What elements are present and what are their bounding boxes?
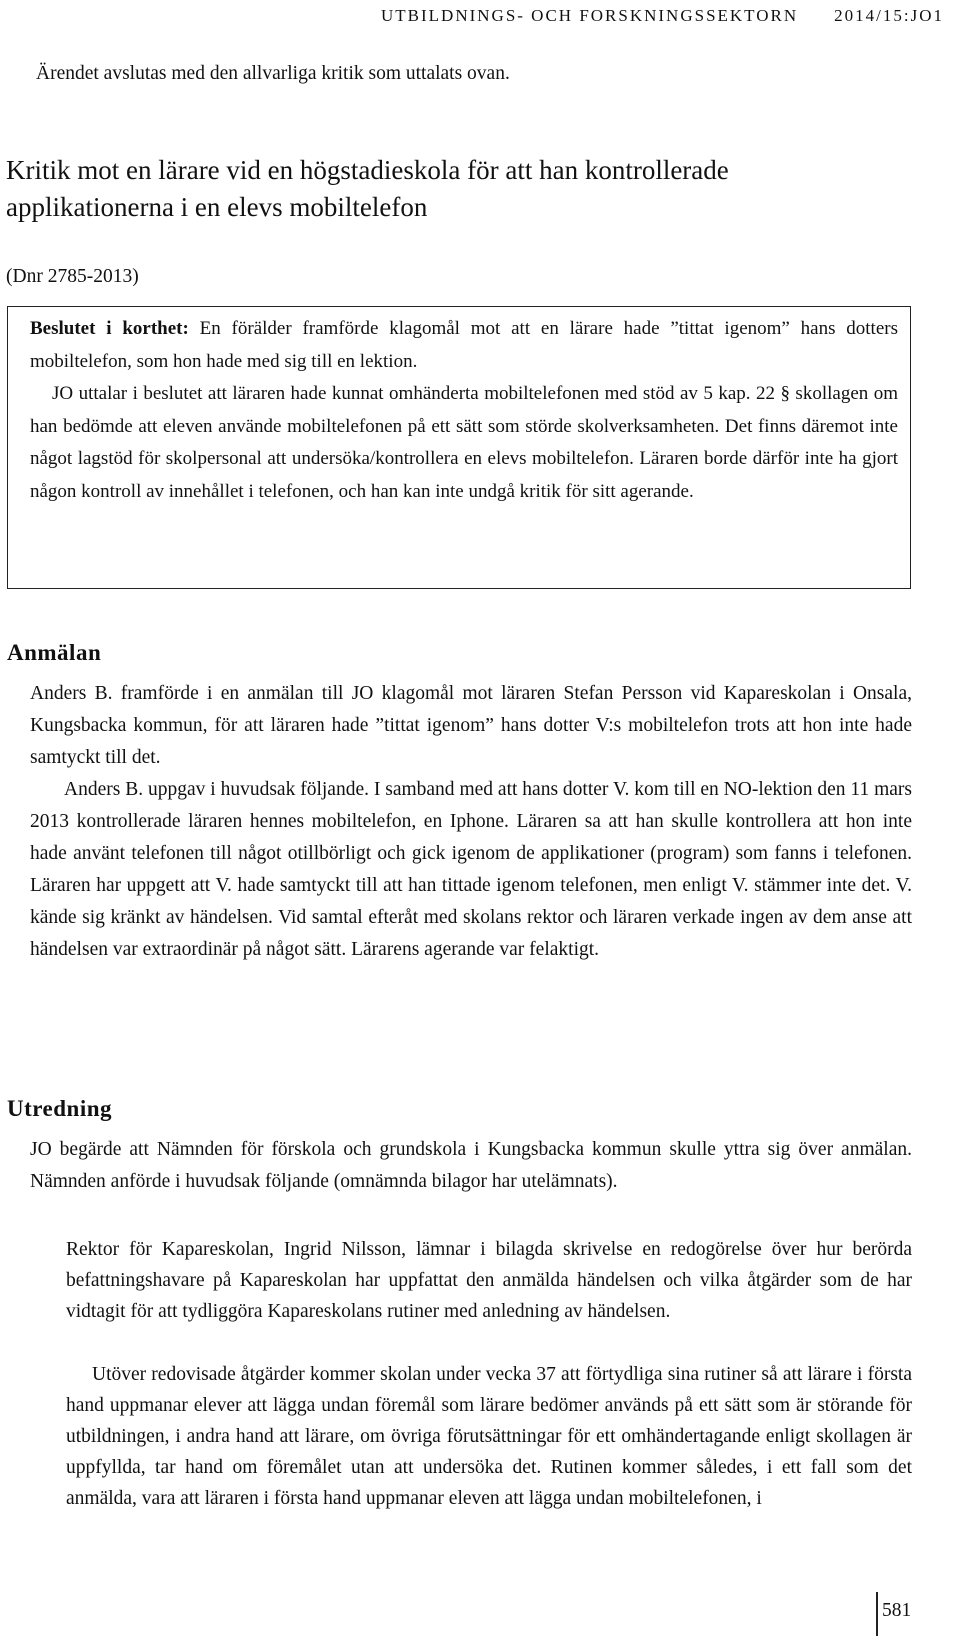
anmalan-paragraph-1: Anders B. framförde i en anmälan till JO klagomål mot läraren Stefan Persson vid Kapareskolan i Onsala, Kungsbacka kommun, för att läraren hade ”tittat igenom” hans dotter V:s mobiltelefon trots att hon inte hade samtyckt till det. — [30, 683, 912, 768]
anmalan-paragraph-2: Anders B. uppgav i huvudsak följande. I samband med att hans dotter V. kom till en NO-lektion den 11 mars 2013 kontrollerade läraren hennes mobiltelefon, en Iphone. Läraren sa att han skulle kontrollera att hon inte hade använt telefonen till något otillbörligt och gick igenom de applikationer (program) som fanns i telefonen. Läraren har uppgett att V. hade samtyckt till att han tittade igenom telefonen, men enligt V. stämmer inte det. V. kände sig kränkt av händelsen. Vid samtal efteråt med skolans rektor och läraren verkade ingen av dem anse att händelsen var extraordinär på något sätt. Lärarens agerande var felaktigt. — [30, 779, 912, 960]
intro-paragraph: Ärendet avslutas med den allvarliga kritik som uttalats ovan. — [36, 63, 510, 84]
case-title: Kritik mot en lärare vid en högstadieskola för att han kontrollerade applikationerna i en elevs mobiltelefon — [6, 155, 729, 222]
page-number-rule — [876, 1592, 878, 1636]
heading-utredning: Utredning — [7, 1096, 113, 1121]
header-section: UTBILDNINGS- OCH FORSKNINGSSEKTORN — [381, 6, 799, 25]
heading-anmalan: Anmälan — [7, 640, 102, 665]
quote-paragraph-1: Rektor för Kapareskolan, Ingrid Nilsson, lämnar i bilagda skrivelse en redogörelse över hur berörda befattningshavare på Kapareskolan har uppfattat den anmälda händelsen och vilka åtgärder som de har vidtagit för att tydliggöra Kapareskolans rutiner med anledning av händelsen. — [66, 1239, 912, 1322]
summary-paragraph-1 — [30, 313, 898, 378]
summary-text-1: En förälder framförde klagomål mot att en lärare hade ”tittat igenom” hans dotters mobiltelefon, som hon hade med sig till en lektion. — [30, 318, 898, 372]
summary-paragraph-2: JO uttalar i beslutet att läraren hade kunnat omhänderta mobiltelefonen med stöd av 5 kap. 22 § skollagen om han bedömde att eleven använde mobiltelefonen på ett sätt som störde skolverksamheten. Det finns däremot inte något lagstöd för skolpersonal att undersöka/kontrollera en elevs mobiltelefon. Läraren borde därför inte ha gjort någon kontroll av innehållet i telefonen, och han kan inte undgå kritik för sitt agerande. — [30, 383, 898, 502]
quote-paragraph-2: Utöver redovisade åtgärder kommer skolan under vecka 37 att förtydliga sina rutiner så att lärare i första hand uppmanar elever att lägga undan föremål som lärare bedömer används på ett sätt som är störande för utbildningen, i andra hand att lärare, om övriga förutsättningar för ett omhändertagande enligt skollagen är uppfyllda, tar hand om föremålet utan att undersöka det. Rutinen kommer således, i ett fall som det anmälda, vara att läraren i första hand uppmanar eleven att lägga undan mobiltelefonen, i — [66, 1364, 912, 1509]
running-header — [0, 6, 944, 26]
header-code: 2014/15:JO1 — [834, 6, 944, 25]
summary-box — [7, 306, 911, 589]
summary-lead: Beslutet i korthet: — [30, 318, 189, 339]
utredning-paragraph-1: JO begärde att Nämnden för förskola och grundskola i Kungsbacka kommun skulle yttra sig över anmälan. Nämnden anförde i huvudsak följande (omnämnda bilagor har utelämnats). — [30, 1139, 912, 1192]
page-number: 581 — [882, 1600, 912, 1621]
case-number: (Dnr 2785-2013) — [6, 266, 139, 287]
